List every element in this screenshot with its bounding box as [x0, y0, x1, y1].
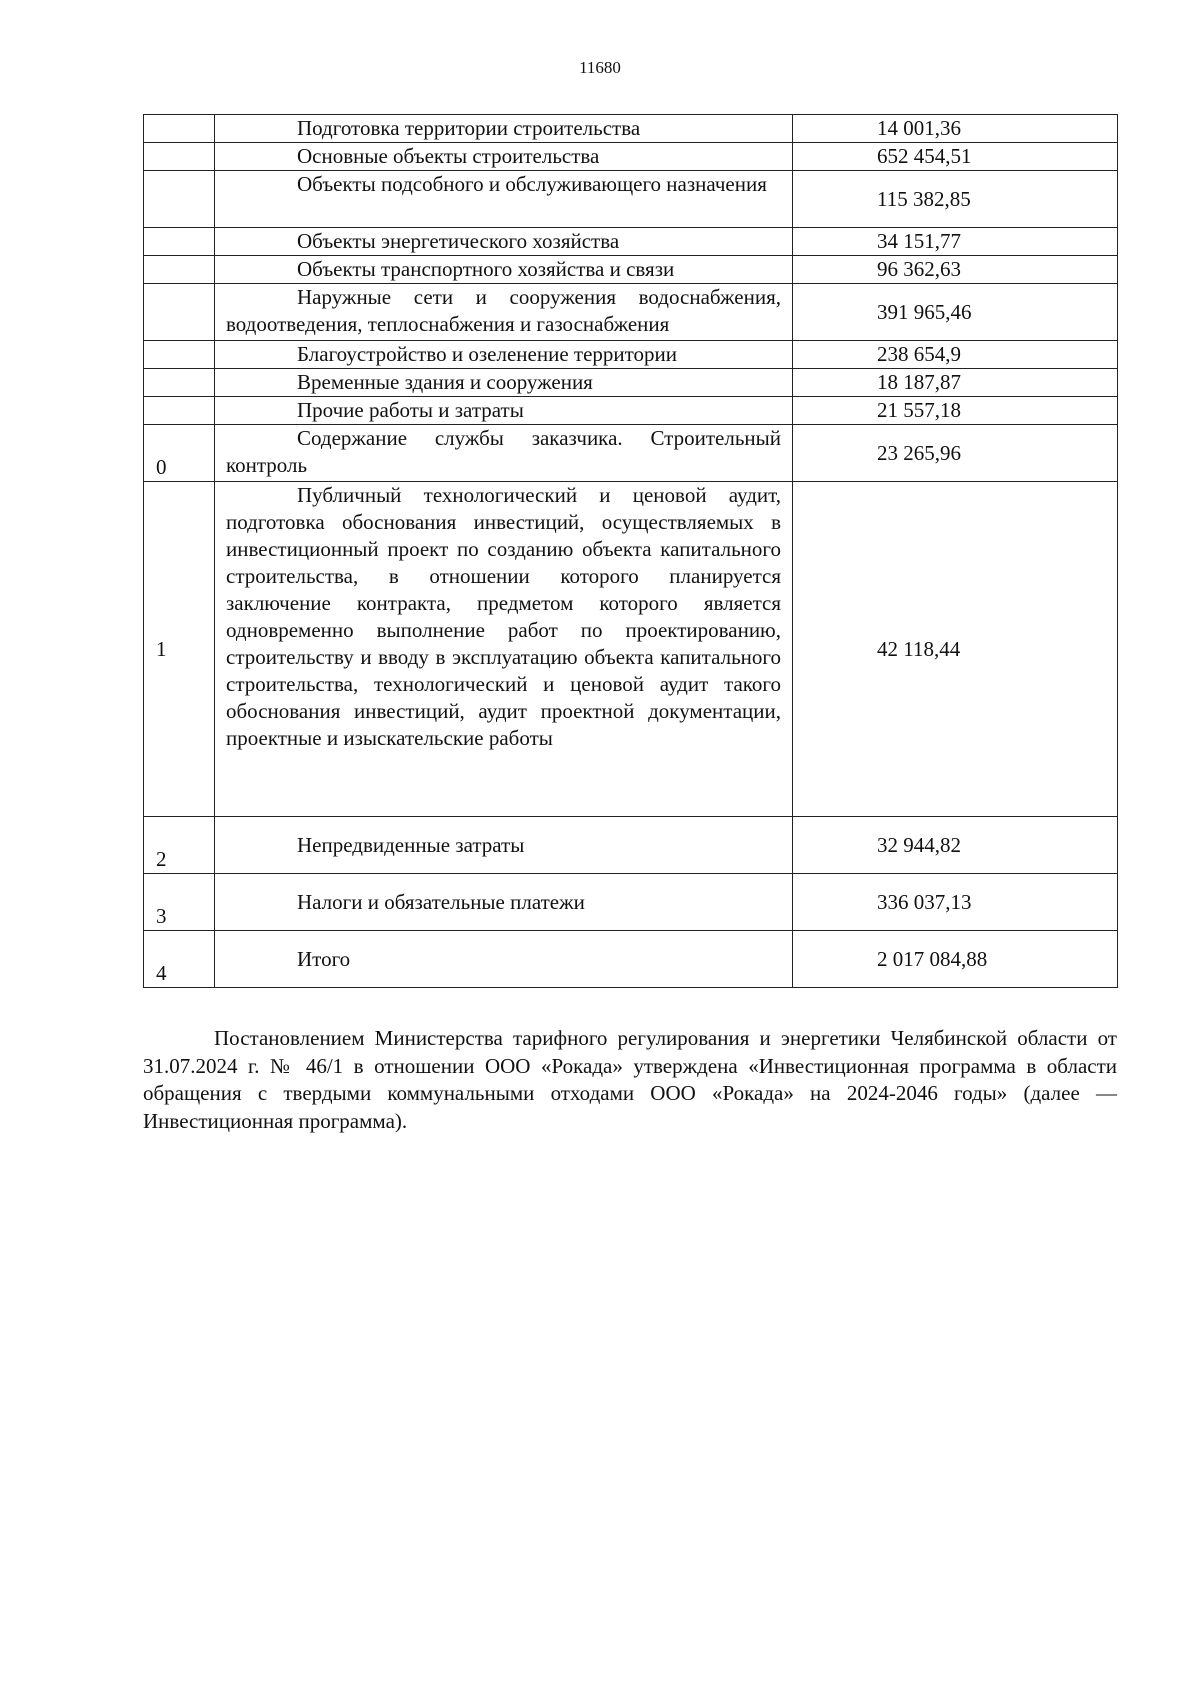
- table-row: [144, 874, 1118, 931]
- row-name-text: Прочие работы и затраты: [297, 398, 524, 422]
- cost-table: [143, 114, 1118, 988]
- table-row: [144, 284, 1118, 341]
- row-name: [215, 284, 793, 341]
- row-value: 14 001,36: [793, 115, 1118, 143]
- row-name: [215, 341, 793, 369]
- row-name-text: Объекты подсобного и обслуживающего назначения: [297, 172, 767, 196]
- row-value: 21 557,18: [793, 397, 1118, 425]
- table-row: [144, 931, 1118, 988]
- row-value: 115 382,85: [793, 171, 1118, 228]
- row-number: [144, 369, 215, 397]
- row-name-text: Непредвиденные затраты: [297, 832, 525, 857]
- row-name-text: Публичный технологический и ценовой аудит, подготовка обоснования инвестиций, осуществляемых в инвестиционный проект по созданию объекта капитального строительства, в отношении которого планируется заключение контракта, предметом которого является одновременно выполнение работ по проектированию, строительству и вводу в эксплуатацию объекта капитального строительства, технологический и ценовой аудит такого обоснования инвестиций, аудит проектной документации, проектные и изыскательские работы: [226, 483, 781, 750]
- row-number: 3: [144, 874, 215, 931]
- row-name: [215, 482, 793, 817]
- row-name-text: Объекты транспортного хозяйства и связи: [297, 257, 675, 281]
- table-row: [144, 817, 1118, 874]
- row-name: [215, 143, 793, 171]
- row-name-text: Наружные сети и сооружения водоснабжения, водоотведения, теплоснабжения и газоснабжения: [226, 285, 781, 336]
- row-value: 32 944,82: [793, 817, 1118, 874]
- row-name-text: Налоги и обязательные платежи: [297, 889, 585, 914]
- body-paragraph: Постановлением Министерства тарифного регулирования и энергетики Челябинской области от 31.07.2024 г. № 46/1 в отношении ООО «Рокада» утверждена «Инвестиционная программа в области обращения с твердыми коммунальными отходами ООО «Рокада» на 2024-2046 годы» (далее — Инвестиционная программа).: [143, 1026, 1117, 1133]
- row-name: [215, 425, 793, 482]
- row-value: 23 265,96: [793, 425, 1118, 482]
- table-row: [144, 341, 1118, 369]
- row-name: [215, 228, 793, 256]
- table-row: [144, 425, 1118, 482]
- row-name: [215, 115, 793, 143]
- row-name: [215, 397, 793, 425]
- table-row: [144, 171, 1118, 228]
- row-number: [144, 115, 215, 143]
- row-value: 2 017 084,88: [793, 931, 1118, 988]
- table-row: [144, 143, 1118, 171]
- row-number: 0: [144, 425, 215, 482]
- row-name-text: Объекты энергетического хозяйства: [297, 229, 620, 253]
- row-value: 42 118,44: [793, 482, 1118, 817]
- row-name: [215, 874, 793, 931]
- row-number: [144, 284, 215, 341]
- row-number: [144, 228, 215, 256]
- row-value: 391 965,46: [793, 284, 1118, 341]
- row-name: [215, 256, 793, 284]
- row-value: 34 151,77: [793, 228, 1118, 256]
- table-row: [144, 256, 1118, 284]
- table-row: [144, 482, 1118, 817]
- row-name-text: Временные здания и сооружения: [297, 370, 593, 394]
- row-name: [215, 931, 793, 988]
- row-value: 336 037,13: [793, 874, 1118, 931]
- table-row: [144, 115, 1118, 143]
- row-number: [144, 171, 215, 228]
- row-name: [215, 171, 793, 228]
- table-row: [144, 369, 1118, 397]
- row-number: 2: [144, 817, 215, 874]
- row-value: 18 187,87: [793, 369, 1118, 397]
- page-number: 11680: [579, 58, 621, 77]
- row-name-text: Подготовка территории строительства: [297, 116, 641, 140]
- row-name-text: Содержание службы заказчика. Строительный контроль: [226, 426, 781, 477]
- row-value: 96 362,63: [793, 256, 1118, 284]
- row-value: 238 654,9: [793, 341, 1118, 369]
- row-number: [144, 341, 215, 369]
- row-name-text: Благоустройство и озеленение территории: [297, 342, 678, 366]
- row-name: [215, 817, 793, 874]
- table-row: [144, 397, 1118, 425]
- row-number: 4: [144, 931, 215, 988]
- row-number: [144, 397, 215, 425]
- table-row: [144, 228, 1118, 256]
- row-number: [144, 143, 215, 171]
- row-value: 652 454,51: [793, 143, 1118, 171]
- row-number: 1: [144, 482, 215, 817]
- row-number: [144, 256, 215, 284]
- row-name: [215, 369, 793, 397]
- row-name-text: Итого: [297, 946, 351, 971]
- row-name-text: Основные объекты строительства: [297, 144, 600, 168]
